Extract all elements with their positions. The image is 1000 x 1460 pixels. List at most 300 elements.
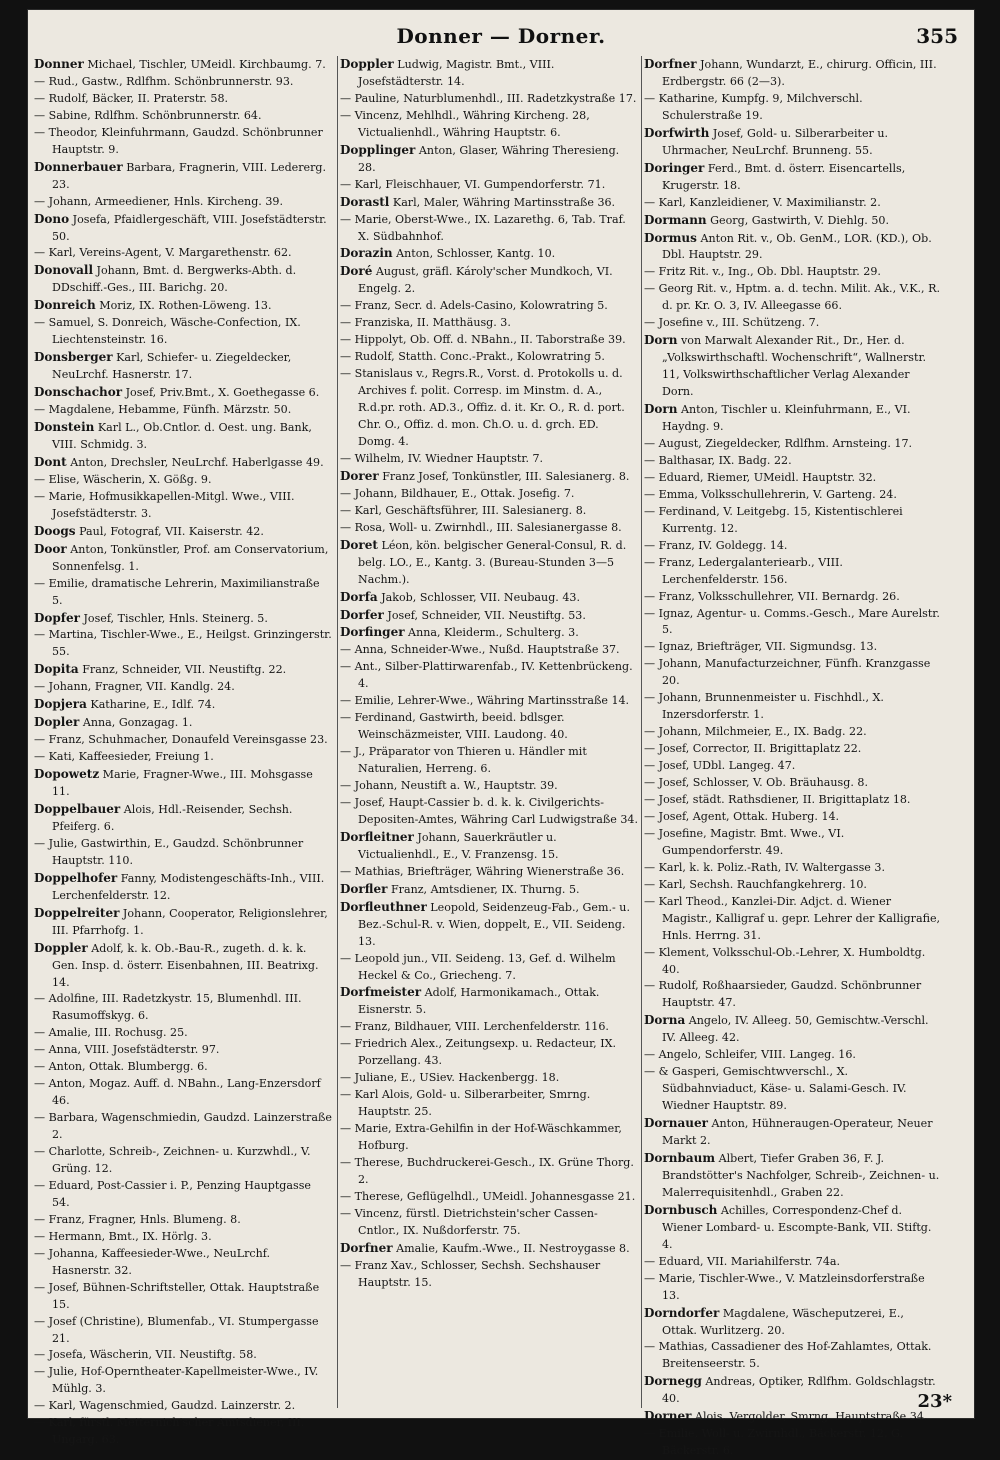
directory-entry (340, 951, 638, 985)
entry-text: — Josef, Haupt-Cassier b. d. k. k. Civilgerichts-Depositen-Amtes, Währing Carl Ludwigstraße 34. (340, 795, 638, 826)
directory-entry (644, 56, 942, 91)
entry-text: — Karl, k. k. Poliz.-Rath, IV. Waltergasse 3. (644, 860, 885, 874)
entry-text: — Emilie, dramatische Lehrerin, Maximilianstraße 5. (34, 576, 320, 607)
directory-entry (34, 1110, 332, 1144)
entry-text: Anton, Schlosser, Kantg. 10. (392, 247, 556, 261)
entry-text: Adolf, k. k. Ob.-Bau-R., zugeth. d. k. k. Gen. Insp. d. österr. Eisenbahnen, III. Beatrixg. 14. (52, 941, 319, 989)
entry-text: — Franz, Volksschullehrer, VII. Bernardg. 26. (644, 589, 900, 603)
entry-text: — Karl, Fleischhauer, VI. Gumpendorferstr. 71. (340, 177, 606, 191)
entry-text: Andreas, Optiker, Rdlfhm. Goldschlagstr. 40. (662, 1375, 936, 1406)
entry-text: Anton, Tonkünstler, Prof. am Conservatorium, Sonnenfelsg. 1. (52, 542, 329, 573)
directory-entry (34, 1398, 332, 1415)
entry-text: Franz, Amtsdiener, IX. Thurng. 5. (387, 882, 580, 896)
directory-entry (34, 766, 332, 801)
entry-text: — Anna, Schneider-Wwe., Nußd. Hauptstraße 37. (340, 643, 620, 657)
entry-text: Albert, Tiefer Graben 36, F. J. Brandstötter's Nachfolger, Schreib-, Zeichnen- u. Malerrequisitenhdl., Graben 22. (662, 1152, 940, 1199)
entry-text: Josefa, Pfaidlergeschäft, VIII. Josefstädterstr. 50. (52, 212, 327, 243)
directory-entry (34, 714, 332, 732)
entry-text: Anton, Glaser, Währing Theresieng. 28. (358, 143, 620, 174)
entry-text: — Rud., Gastw., Rdlfhm. Schönbrunnerstr. 93. (34, 74, 294, 88)
entry-text: — Ferdinand, V. Leitgebg. 15, Kistentischlerei Kurrentg. 12. (644, 504, 903, 535)
entry-text: Anton, Hühneraugen-Operateur, Neuer Markt 2. (662, 1117, 933, 1148)
entry-text: — Karl, Kanzleidiener, V. Maximilianstr. 2. (644, 195, 881, 209)
entry-surname: Donner (34, 57, 84, 71)
directory-entry (34, 245, 332, 262)
entry-surname: Dorfleitner (340, 829, 414, 844)
directory-entry (340, 1155, 638, 1189)
entry-text: — Balthasar, IX. Badg. 22. (644, 453, 792, 467)
directory-entry (340, 864, 638, 881)
directory-entry (340, 1258, 638, 1292)
directory-entry (644, 945, 942, 979)
entry-text: — Franziska, II. Matthäusg. 3. (340, 316, 511, 330)
entry-text: Amalie, Kaufm.-Wwe., II. Nestroygasse 8. (392, 1241, 630, 1255)
entry-text: — Karl, Geschäftsführer, III. Salesianerg. 8. (340, 503, 587, 517)
directory-entry (34, 454, 332, 472)
entry-text: — Johann, Brunnenmeister u. Fischhdl., X. Inzersdorferstr. 1. (644, 691, 884, 722)
entry-text: — Mathias, Briefträger, Währing Wienerstraße 36. (340, 864, 625, 878)
directory-entry (34, 56, 332, 74)
entry-surname: Donstein (34, 420, 95, 435)
entry-text: — Emilie, Lehrer-Wwe., Währing Martinsstraße 14. (340, 694, 630, 708)
page-number: 355 (916, 24, 958, 48)
directory-entry (644, 656, 942, 690)
directory-entry (340, 984, 638, 1019)
entry-text: — Marie, Hofmusikkapellen-Mitgl. Wwe., VIII. Josefstädterstr. 3. (34, 489, 295, 520)
directory-entry (34, 349, 332, 384)
directory-entry (644, 775, 942, 792)
entry-surname: Doppler (34, 940, 88, 955)
entry-surname: Dopita (34, 662, 79, 677)
entry-text: — Franz, Secr. d. Adels-Casino, Kolowratring 5. (340, 299, 608, 313)
directory-entry (340, 1206, 638, 1240)
entry-text: — Josef, Agent, Ottak. Huberg. 14. (644, 809, 840, 823)
entry-text: — Josef, UDbl. Langeg. 47. (644, 759, 796, 773)
directory-entry (340, 881, 638, 899)
entry-surname: Doppelbauer (34, 801, 121, 816)
directory-entry (340, 1070, 638, 1087)
entry-surname: Dorfinger (340, 625, 405, 640)
entry-text: — Karl Theod., Kanzlei-Dir. Adjct. d. Wiener Magistr., Kalligraf u. gepr. Lehrer der Kalligrafie, Hnls. Herrng. 31. (644, 894, 941, 942)
directory-entry (644, 332, 942, 401)
directory-entry (34, 1144, 332, 1178)
directory-entry (340, 1036, 638, 1070)
entry-text: Paul, Fotograf, VII. Kaiserstr. 42. (75, 524, 264, 538)
entry-surname: Doppelreiter (34, 905, 120, 920)
directory-entry (340, 642, 638, 659)
directory-entry (34, 661, 332, 679)
entry-text: — Josef, Corrector, II. Brigittaplatz 22. (644, 742, 862, 756)
entry-text: — Karl, Vereins-Agent, V. Margarethenstr. 62. (34, 246, 292, 260)
directory-entry (644, 792, 942, 809)
entry-surname: Dopfer (34, 610, 80, 625)
directory-entry (34, 1059, 332, 1076)
entry-surname: Dono (34, 211, 70, 226)
directory-entry (644, 1064, 942, 1115)
directory-entry (34, 297, 332, 315)
entry-text: — Karl, Wagenschmied, Gaudzd. Lainzerstr. 2. (34, 1399, 296, 1413)
directory-entry (644, 1254, 942, 1271)
entry-surname: Doringer (644, 160, 705, 175)
entry-text: — Hermann, Bmt., IX. Hörlg. 3. (34, 1229, 212, 1243)
entry-text: Angelo, IV. Alleeg. 50, Gemischtw.-Verschl. IV. Alleeg. 42. (662, 1014, 929, 1045)
entry-text: Marie, Fragner-Wwe., III. Mohsgasse 11. (52, 768, 313, 799)
directory-entry (34, 523, 332, 541)
entry-text: Anton Rit. v., Ob. GenM., LOR. (KD.), Ob. Dbl. Hauptstr. 29. (662, 231, 932, 262)
directory-entry (340, 91, 638, 108)
entry-text: — Josefine v., III. Schützeng. 7. (644, 316, 820, 330)
entry-surname: Dopler (34, 715, 80, 730)
entry-surname: Dorfner (644, 57, 697, 71)
entry-text: — Johann, Neustift a. W., Hauptstr. 39. (340, 779, 558, 793)
directory-entry (644, 401, 942, 436)
directory-entry (340, 245, 638, 263)
entry-text: — Julie, Hof-Operntheater-Kapellmeister-Wwe., IV. Mühlg. 3. (34, 1365, 319, 1396)
entry-surname: Dorfner (340, 1240, 393, 1255)
entry-text: Achilles, Correspondenz-Chef d. Wiener Lombard- u. Escompte-Bank, VII. Stiftg. 4. (662, 1203, 932, 1251)
entry-text: August, gräfl. Károly'scher Mundkoch, VI. Engelg. 2. (358, 265, 613, 296)
entry-text: Léon, kön. belgischer General-Consul, R. d. belg. LO., E., Kantg. 3. (Bureau-Stunden 3—5 Nachm.). (358, 538, 627, 586)
entry-text: — Pauline, Naturblumenhdl., III. Radetzkystraße 17. (340, 91, 637, 105)
directory-entry (34, 1246, 332, 1280)
entry-text: — Johann, Armeediener, Hnls. Kircheng. 39. (34, 194, 283, 208)
directory-entry (644, 1115, 942, 1150)
directory-entry (340, 366, 638, 451)
entry-surname: Dopplinger (340, 142, 416, 157)
entry-text: Karl L., Ob.Cntlor. d. Oest. ung. Bank, VIII. Schmidg. 3. (52, 421, 312, 451)
directory-entry (644, 470, 942, 487)
entry-text: — Marie, Oberst-Wwe., IX. Lazarethg. 6, Tab. Traf. X. Südbahnhof. (340, 212, 626, 243)
entry-text: — Fritz Rit. v., Ing., Ob. Dbl. Hauptstr. 29. (644, 265, 881, 279)
entry-surname: Dormann (644, 212, 707, 227)
directory-entry (34, 940, 332, 992)
directory-entry (644, 1305, 942, 1340)
entry-surname: Dorastl (340, 194, 390, 209)
entry-text: — Anton, Mogaz. Auff. d. NBahn., Lang-Enzersdorf 46. (34, 1077, 321, 1108)
entry-text: Anna, Kleiderm., Schulterg. 3. (404, 626, 579, 640)
entry-text: — Franz, Ledergalanteriearb., VIII. Lerchenfelderstr. 156. (644, 555, 843, 586)
entry-surname: Doré (340, 264, 373, 279)
directory-entry (34, 1229, 332, 1246)
entry-text: — August, Ziegeldecker, Rdlfhm. Arnsteing. 17. (644, 436, 913, 450)
directory-page (28, 10, 974, 1458)
directory-entry (340, 624, 638, 642)
entry-text: — Johann, Bildhauer, E., Ottak. Josefig. 7. (340, 486, 575, 500)
entry-text: — Anton, Ottak. Blumbergg. 6. (34, 1060, 208, 1074)
directory-entry (34, 1076, 332, 1110)
directory-entry (340, 520, 638, 537)
entry-text: — Magdalene, Hebamme, Fünfh. Märzstr. 50. (34, 403, 292, 417)
entry-text: — Anna, VIII. Josefstädterstr. 97. (34, 1043, 220, 1057)
entry-surname: Doppler (340, 57, 394, 71)
entry-text: — Charlotte, Schreib-, Zeichnen- u. Kurzwhdl., V. Grüng. 12. (34, 1145, 311, 1175)
directory-entry (340, 468, 638, 486)
entry-surname: Dorfmeister (340, 985, 422, 1000)
entry-text: — Barbara, Wagenschmiedin, Gaudzd. Lainzerstraße 2. (34, 1111, 332, 1142)
entry-text: Alois, Hdl.-Reisender, Sechsh. Pfeiferg. 6. (52, 802, 293, 833)
directory-entry (34, 801, 332, 836)
entry-surname: Dorfler (340, 881, 388, 896)
entry-text: — Rosa, Woll- u. Zwirnhdl., III. Salesianergasse 8. (340, 520, 622, 534)
directory-entry (34, 419, 332, 454)
entry-text: — Vincenz, fürstl. Dietrichstein'scher Cassen-Cntlor., IX. Nußdorferstr. 75. (340, 1206, 598, 1237)
entry-surname: Dorner (644, 1409, 692, 1424)
entry-text: von Marwalt Alexander Rit., Dr., Her. d. „Volkswirthschaftl. Wochenschrift“, Wallnerstr. 11, Volkswirthschaftlicher Verlag Alexander Dorn. (662, 334, 927, 399)
printer-signature: 23* (917, 1391, 952, 1412)
entry-surname: Dornbaum (644, 1151, 716, 1165)
directory-entry (340, 1240, 638, 1258)
directory-entry (340, 108, 638, 142)
entry-surname: Dorna (644, 1013, 686, 1028)
entry-text: — Emma, Volksschullehrerin, V. Garteng. 24. (644, 487, 897, 501)
entry-text: — Juliane, E., USiev. Hackenbergg. 18. (340, 1071, 560, 1085)
entry-surname: Dorfwirth (644, 125, 710, 140)
entry-text: — Amalie, III. Rochusg. 25. (34, 1026, 188, 1040)
directory-entry (34, 211, 332, 246)
entry-surname: Donschachor (34, 385, 123, 400)
entry-text: — Wilhelm, IV. Wiedner Hauptstr. 7. (340, 451, 544, 465)
directory-entry (340, 1189, 638, 1206)
entry-text: Josef, Schneider, VII. Neustiftg. 53. (383, 608, 586, 622)
directory-entry (644, 639, 942, 656)
entry-text: Fanny, Modistengeschäfts-Inh., VIII. Lerchenfelderstr. 12. (52, 871, 325, 902)
entry-text: — J., Präparator von Thieren u. Händler mit Naturalien, Herreng. 6. (340, 745, 587, 776)
directory-entry (34, 1415, 332, 1449)
directory-entry (644, 315, 942, 332)
entry-text: Josef, Gold- u. Silberarbeiter u. Uhrmacher, NeuLrchf. Brunneng. 55. (662, 126, 889, 157)
directory-entry (340, 778, 638, 795)
entry-text: — Angelo, Schleifer, VIII. Langeg. 16. (644, 1048, 856, 1062)
entry-text: — Kati, Kaffeesieder, Freiung 1. (34, 750, 214, 764)
entry-text: — Karl Alois, Gold- u. Silberarbeiter, Smrng. Hauptstr. 25. (340, 1088, 591, 1119)
entry-text: Anton, Tischler u. Kleinfuhrmann, E., VI. Haydng. 9. (662, 403, 911, 434)
entry-surname: Dopowetz (34, 767, 100, 782)
entry-text: — Franz Xav., Schlosser, Sechsh. Sechshauser Hauptstr. 15. (340, 1258, 601, 1289)
entry-text: Johann, Cooperator, Religionslehrer, III. Pfarrhofg. 1. (52, 906, 328, 937)
entry-text: — Georg Rit. v., Hptm. a. d. techn. Milit. Ak., V.K., R. d. pr. Kr. O. 3, IV. Alleegasse 66. (644, 282, 940, 313)
directory-entry (644, 453, 942, 470)
entry-text: — Josef (Christine), Blumenfab., VI. Stumpergasse 21. (34, 1314, 319, 1345)
entry-text: — Ignaz, Agentur- u. Comms.-Gesch., Mare Aurelstr. 5. (644, 606, 940, 637)
entry-surname: Dopjera (34, 697, 87, 712)
entry-surname: Donovall (34, 263, 94, 278)
entry-text: Johann, Bmt. d. Bergwerks-Abth. d. DDschiff.-Ges., III. Barichg. 20. (52, 264, 297, 295)
entry-text: Anna, Gonzagag. 1. (79, 716, 193, 730)
directory-entry (34, 1042, 332, 1059)
entry-text: — Mathias, Cassadiener des Hof-Zahlamtes, Ottak. Breitenseerstr. 5. (644, 1340, 932, 1371)
entry-text: Ludwig, Magistr. Bmt., VIII. Josefstädterstr. 14. (358, 58, 555, 88)
entry-text: — & Gasperi, Gemischtwverschl., X. Südbahnviaduct, Käse- u. Salami-Gesch. IV. Wiedner Hauptstr. 89. (644, 1065, 907, 1113)
directory-entry (340, 744, 638, 778)
entry-surname: Dorn (644, 333, 678, 348)
directory-entry (644, 230, 942, 265)
directory-entry (644, 724, 942, 741)
directory-entry (340, 607, 638, 625)
directory-entry (644, 877, 942, 894)
directory-entry (34, 991, 332, 1025)
entry-text: — Johann, Fragner, VII. Kandlg. 24. (34, 680, 235, 694)
entry-text: — Adolfine, III. Radetzkystr. 15, Blumenhdl. III. Rasumoffskyg. 6. (34, 992, 302, 1023)
entry-text: Magdalene, Wäscheputzerei, E., Ottak. Wurlitzerg. 20. (662, 1306, 904, 1337)
entry-text: — Samuel, S. Donreich, Wäsche-Confection, IX. Liechtensteinstr. 16. (34, 316, 301, 347)
entry-text: — Therese, Geflügelhdl., UMeidl. Johannesgasse 21. (340, 1189, 636, 1203)
entry-text: Katharine, E., Idlf. 74. (86, 698, 216, 712)
directory-entry (340, 659, 638, 693)
directory-entry (34, 1314, 332, 1348)
directory-entry (34, 679, 332, 696)
entry-surname: Dorfleuthner (340, 899, 427, 914)
directory-entry (34, 402, 332, 419)
directory-entry (644, 195, 942, 212)
entry-text: — Ferdinand, Gastwirth, beeid. bdlsger. Weinschäzmeister, VIII. Laudong. 40. (340, 711, 568, 742)
column-divider-2 (641, 56, 642, 1408)
entry-surname: Door (34, 541, 67, 556)
directory-entry (644, 212, 942, 230)
entry-text: — Martina, Tischler-Wwe., E., Heilgst. Grinzingerstr. 55. (34, 628, 332, 659)
entry-text: Johann, Wundarzt, E., chirurg. Officin, III. Erdbergstr. 66 (2—3). (662, 58, 937, 88)
directory-entry (34, 749, 332, 766)
directory-entry (644, 1202, 942, 1254)
directory-entry (34, 74, 332, 91)
directory-entry (34, 262, 332, 297)
directory-entry (340, 829, 638, 864)
entry-text: — Theodor, Kleinfuhrmann, Gaudzd. Schönbrunner Hauptstr. 9. (34, 125, 323, 156)
directory-entry (644, 1373, 942, 1408)
entry-surname: Dornauer (644, 1116, 708, 1131)
directory-entry (644, 1012, 942, 1047)
directory-entry (34, 870, 332, 905)
entry-text: — Karl, Sechsh. Rauchfangkehrerg. 10. (644, 877, 867, 891)
entry-text: — Josefa, Wäscherin, VII. Neustiftg. 58. (34, 1348, 257, 1362)
directory-entry (644, 758, 942, 775)
directory-entry (34, 1178, 332, 1212)
directory-entry (644, 1426, 942, 1460)
entry-text: Michael, Tischler, UMeidl. Kirchbaumg. 7. (83, 58, 326, 71)
directory-entry (34, 384, 332, 402)
entry-text: — Franz, Bildhauer, VIII. Lerchenfelderstr. 116. (340, 1020, 609, 1034)
directory-entry (34, 489, 332, 523)
entry-text: — Franz, IV. Goldegg. 14. (644, 538, 788, 552)
entry-text: — Franz, Schuhmacher, Donaufeld Vereinsgasse 23. (34, 733, 328, 747)
entry-text: — Josefine, Magistr. Bmt. Wwe., VI. Gumpendorferstr. 49. (644, 826, 845, 857)
entry-text: — Julie, Gastwirthin, E., Gaudzd. Schönbrunner Hauptstr. 110. (34, 836, 304, 867)
entry-surname: Dorndorfer (644, 1305, 720, 1320)
directory-entry (34, 1025, 332, 1042)
entry-text: Johann, Sauerkräutler u. Victualienhdl., E., V. Franzensg. 15. (358, 830, 559, 861)
directory-entry (644, 281, 942, 315)
directory-entry (644, 1339, 942, 1373)
entry-text: — Karl, fürstl. Metternich'scher Amtsdiener, III. Ungarg. 63. (34, 1416, 305, 1447)
directory-entry (34, 472, 332, 489)
directory-entry (644, 487, 942, 504)
entry-surname: Dont (34, 454, 67, 469)
entry-text: — Emilie, Woll- u. Zwirnhdl., Bäckerstr. 12, G. Bäckerstr. 6. (644, 1427, 903, 1458)
entry-surname: Dorer (340, 468, 379, 483)
entry-surname: Dormus (644, 230, 697, 245)
directory-entry (34, 125, 332, 159)
directory-entry (34, 541, 332, 576)
entry-text: Karl, Schiefer- u. Ziegeldecker, NeuLrchf. Hasnerstr. 17. (52, 351, 292, 382)
directory-entry (644, 1408, 942, 1426)
directory-entry (340, 451, 638, 468)
entry-text: Anton, Drechsler, NeuLrchf. Haberlgasse 49. (66, 455, 324, 469)
entry-text: Josef, Tischler, Hnls. Steinerg. 5. (79, 611, 268, 625)
entry-text: — Friedrich Alex., Zeitungsexp. u. Redacteur, IX. Porzellang. 43. (340, 1037, 617, 1068)
entry-text: — Johann, Milchmeier, E., IX. Badg. 22. (644, 725, 867, 739)
directory-entry (644, 555, 942, 589)
entry-text: — Rudolf, Roßhaarsieder, Gaudzd. Schönbrunner Hauptstr. 47. (644, 979, 922, 1010)
entry-text: — Hippolyt, Ob. Off. d. NBahn., II. Taborstraße 39. (340, 333, 626, 347)
directory-entry (644, 860, 942, 877)
entry-surname: Donreich (34, 298, 96, 313)
directory-entry (34, 1280, 332, 1314)
directory-entry (34, 1212, 332, 1229)
directory-entry (340, 298, 638, 315)
entry-text: — Johanna, Kaffeesieder-Wwe., NeuLrchf. Hasnerstr. 32. (34, 1246, 271, 1277)
directory-entry (644, 894, 942, 945)
directory-entry (340, 693, 638, 710)
directory-entry (644, 690, 942, 724)
directory-entry (340, 503, 638, 520)
page-title: Donner — Dorner. (396, 24, 606, 48)
directory-entry (644, 125, 942, 160)
entry-text: Leopold, Seidenzeug-Fab., Gem.- u. Bez.-Schul-R. v. Wien, doppelt, E., VII. Seideng. 13. (358, 900, 630, 948)
entry-surname: Donsberger (34, 350, 113, 365)
entry-text: — Sabine, Rdlfhm. Schönbrunnerstr. 64. (34, 108, 262, 122)
entry-text: Jakob, Schlosser, VII. Neubaug. 43. (377, 590, 580, 604)
directory-entry (34, 905, 332, 940)
entry-text: — Stanislaus v., Regrs.R., Vorst. d. Protokolls u. d. Archives f. polit. Corresp. im Minstm. d. A., R.d.pr. roth. AD.3., Offiz. d. it. Kr. O., R. d. port. Chr. O., Offiz. d. mon. Ch.O. u. d. grch. ED. Domg. 4. (340, 367, 625, 448)
column-3 (644, 56, 942, 1460)
directory-entry (340, 710, 638, 744)
entry-text: — Josef, städt. Rathsdiener, II. Brigittaplatz 18. (644, 792, 911, 806)
entry-text: — Josef, Schlosser, V. Ob. Bräuhausg. 8. (644, 776, 868, 790)
directory-entry (644, 978, 942, 1012)
directory-entry (340, 212, 638, 246)
directory-entry (340, 795, 638, 829)
directory-entry (644, 264, 942, 281)
directory-entry (340, 56, 638, 91)
entry-text: Karl, Maler, Währing Martinsstraße 36. (389, 195, 616, 209)
column-2 (340, 56, 638, 1292)
entry-text: Ferd., Bmt. d. österr. Eisencartells, Krugerstr. 18. (662, 161, 906, 192)
directory-entry (34, 91, 332, 108)
directory-entry (34, 836, 332, 870)
directory-entry (644, 809, 942, 826)
directory-entry (644, 589, 942, 606)
entry-text: Josef, Priv.Bmt., X. Goethegasse 6. (122, 386, 320, 400)
entry-surname: Dorazin (340, 246, 393, 261)
directory-entry (340, 1019, 638, 1036)
entry-text: — Marie, Tischler-Wwe., V. Matzleinsdorferstraße 13. (644, 1271, 925, 1302)
directory-entry (340, 332, 638, 349)
entry-text: — Rudolf, Statth. Conc.-Prakt., Kolowratring 5. (340, 350, 605, 364)
directory-entry (340, 537, 638, 589)
directory-entry (34, 159, 332, 194)
entry-text: Moriz, IX. Rothen-Löweng. 13. (95, 299, 272, 313)
directory-entry (340, 1121, 638, 1155)
entry-surname: Dorfa (340, 589, 378, 604)
directory-entry (644, 1271, 942, 1305)
page-header (28, 24, 974, 52)
directory-entry (340, 263, 638, 298)
entry-text: Franz, Schneider, VII. Neustiftg. 22. (78, 663, 287, 677)
entry-text: — Eduard, Riemer, UMeidl. Hauptstr. 32. (644, 470, 877, 484)
entry-text: — Rudolf, Bäcker, II. Praterstr. 58. (34, 91, 229, 105)
entry-text: Franz Josef, Tonkünstler, III. Salesianerg. 8. (378, 469, 630, 483)
entry-surname: Doogs (34, 523, 76, 538)
directory-entry (644, 741, 942, 758)
